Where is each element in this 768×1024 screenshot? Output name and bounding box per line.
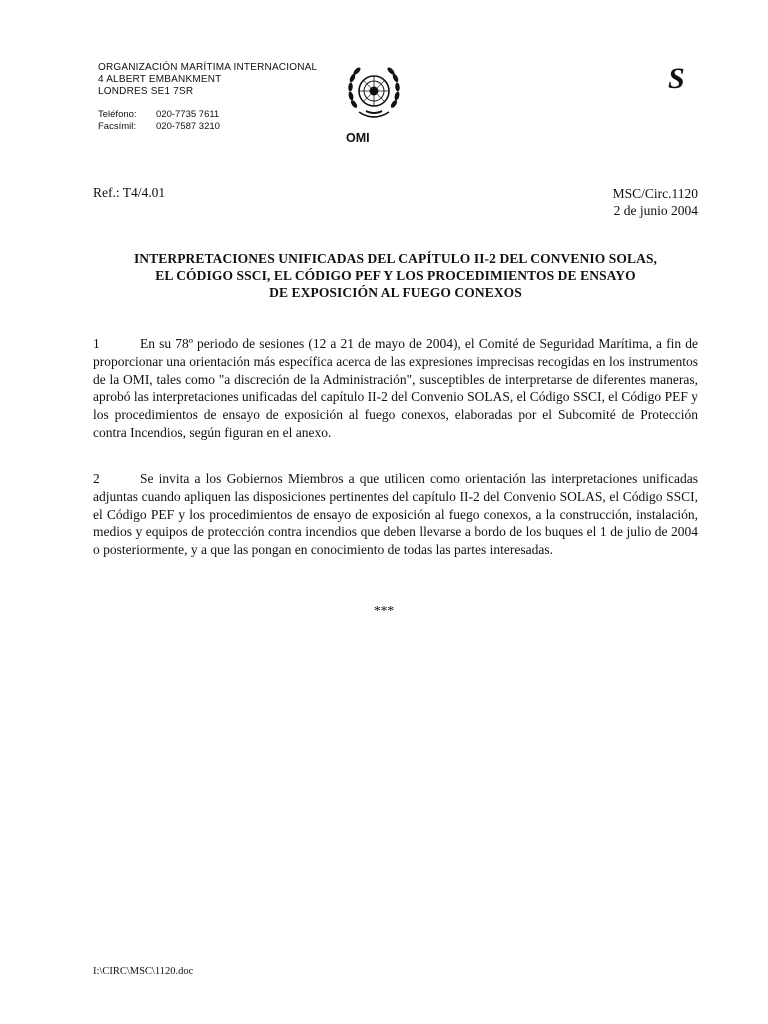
paragraph-number: 2: [93, 471, 100, 486]
circular-info: [613, 185, 698, 219]
phone-label: Teléfono:: [98, 109, 137, 120]
fax-value: 020-7587 3210: [156, 121, 220, 132]
separator: ***: [373, 603, 395, 618]
org-name: ORGANIZACIÓN MARÍTIMA INTERNACIONAL: [98, 62, 318, 73]
contact-info: [98, 109, 220, 133]
paragraph-1: [93, 335, 698, 442]
title-line: DE EXPOSICIÓN AL FUEGO CONEXOS: [269, 285, 522, 300]
file-path-footer: I:\CIRC\MSC\1120.doc: [93, 966, 194, 977]
document-title: [93, 250, 698, 301]
phone-value: 020-7735 7611: [156, 109, 220, 120]
title-line: INTERPRETACIONES UNIFICADAS DEL CAPÍTULO II-2 DEL CONVENIO SOLAS,: [133, 251, 658, 266]
paragraph-2: [93, 470, 698, 559]
language-code: S: [668, 62, 685, 95]
org-acronym: OMI: [346, 131, 370, 145]
organization-address: [98, 62, 317, 98]
org-street: 4 ALBERT EMBANKMENT: [98, 74, 222, 85]
paragraph-number: 1: [93, 336, 100, 351]
paragraph-text: En su 78º periodo de sesiones (12 a 21 de mayo de 2004), el Comité de Seguridad Marítima, a fin de proporcionar una orientación más específica acerca de las expresiones imprecisas recogidas en los instrumentos de la OMI, tales como "a discreción de la Administración", susceptibles de interpretarse de diferentes maneras, aprobó las interpretaciones unificadas del capítulo II-2 del Convenio SOLAS, el Código SSCI, el Código PEF y los procedimientos de ensayo de exposición al fuego conexos, elaboradas por el Subcomité de Protección contra Incendios, según figuran en el anexo.: [93, 336, 698, 440]
fax-row: [98, 121, 220, 133]
phone-row: [98, 109, 220, 121]
imo-emblem-icon: [346, 64, 402, 124]
title-line: EL CÓDIGO SSCI, EL CÓDIGO PEF Y LOS PROCEDIMIENTOS DE ENSAYO: [155, 268, 636, 283]
reference: Ref.: T4/4.01: [93, 185, 166, 200]
org-city: LONDRES SE1 7SR: [98, 86, 194, 97]
paragraph-text: Se invita a los Gobiernos Miembros a que utilicen como orientación las interpretaciones unificadas adjuntas cuando apliquen las disposiciones pertinentes del capítulo II-2 del Convenio SOLAS, el Código SSCI, el Código PEF y los procedimientos de ensayo de exposición al fuego conexos, a la construcción, instalación, medios y equipos de protección contra incendios que deben llevarse a bordo de los buques el 1 de julio de 2004 o posteriormente, y a que las pongan en conocimiento de todas las partes interesadas.: [93, 471, 698, 558]
document-date: 2 de junio 2004: [613, 203, 698, 218]
document-number: MSC/Circ.1120: [612, 186, 698, 201]
fax-label: Facsímil:: [98, 121, 136, 132]
